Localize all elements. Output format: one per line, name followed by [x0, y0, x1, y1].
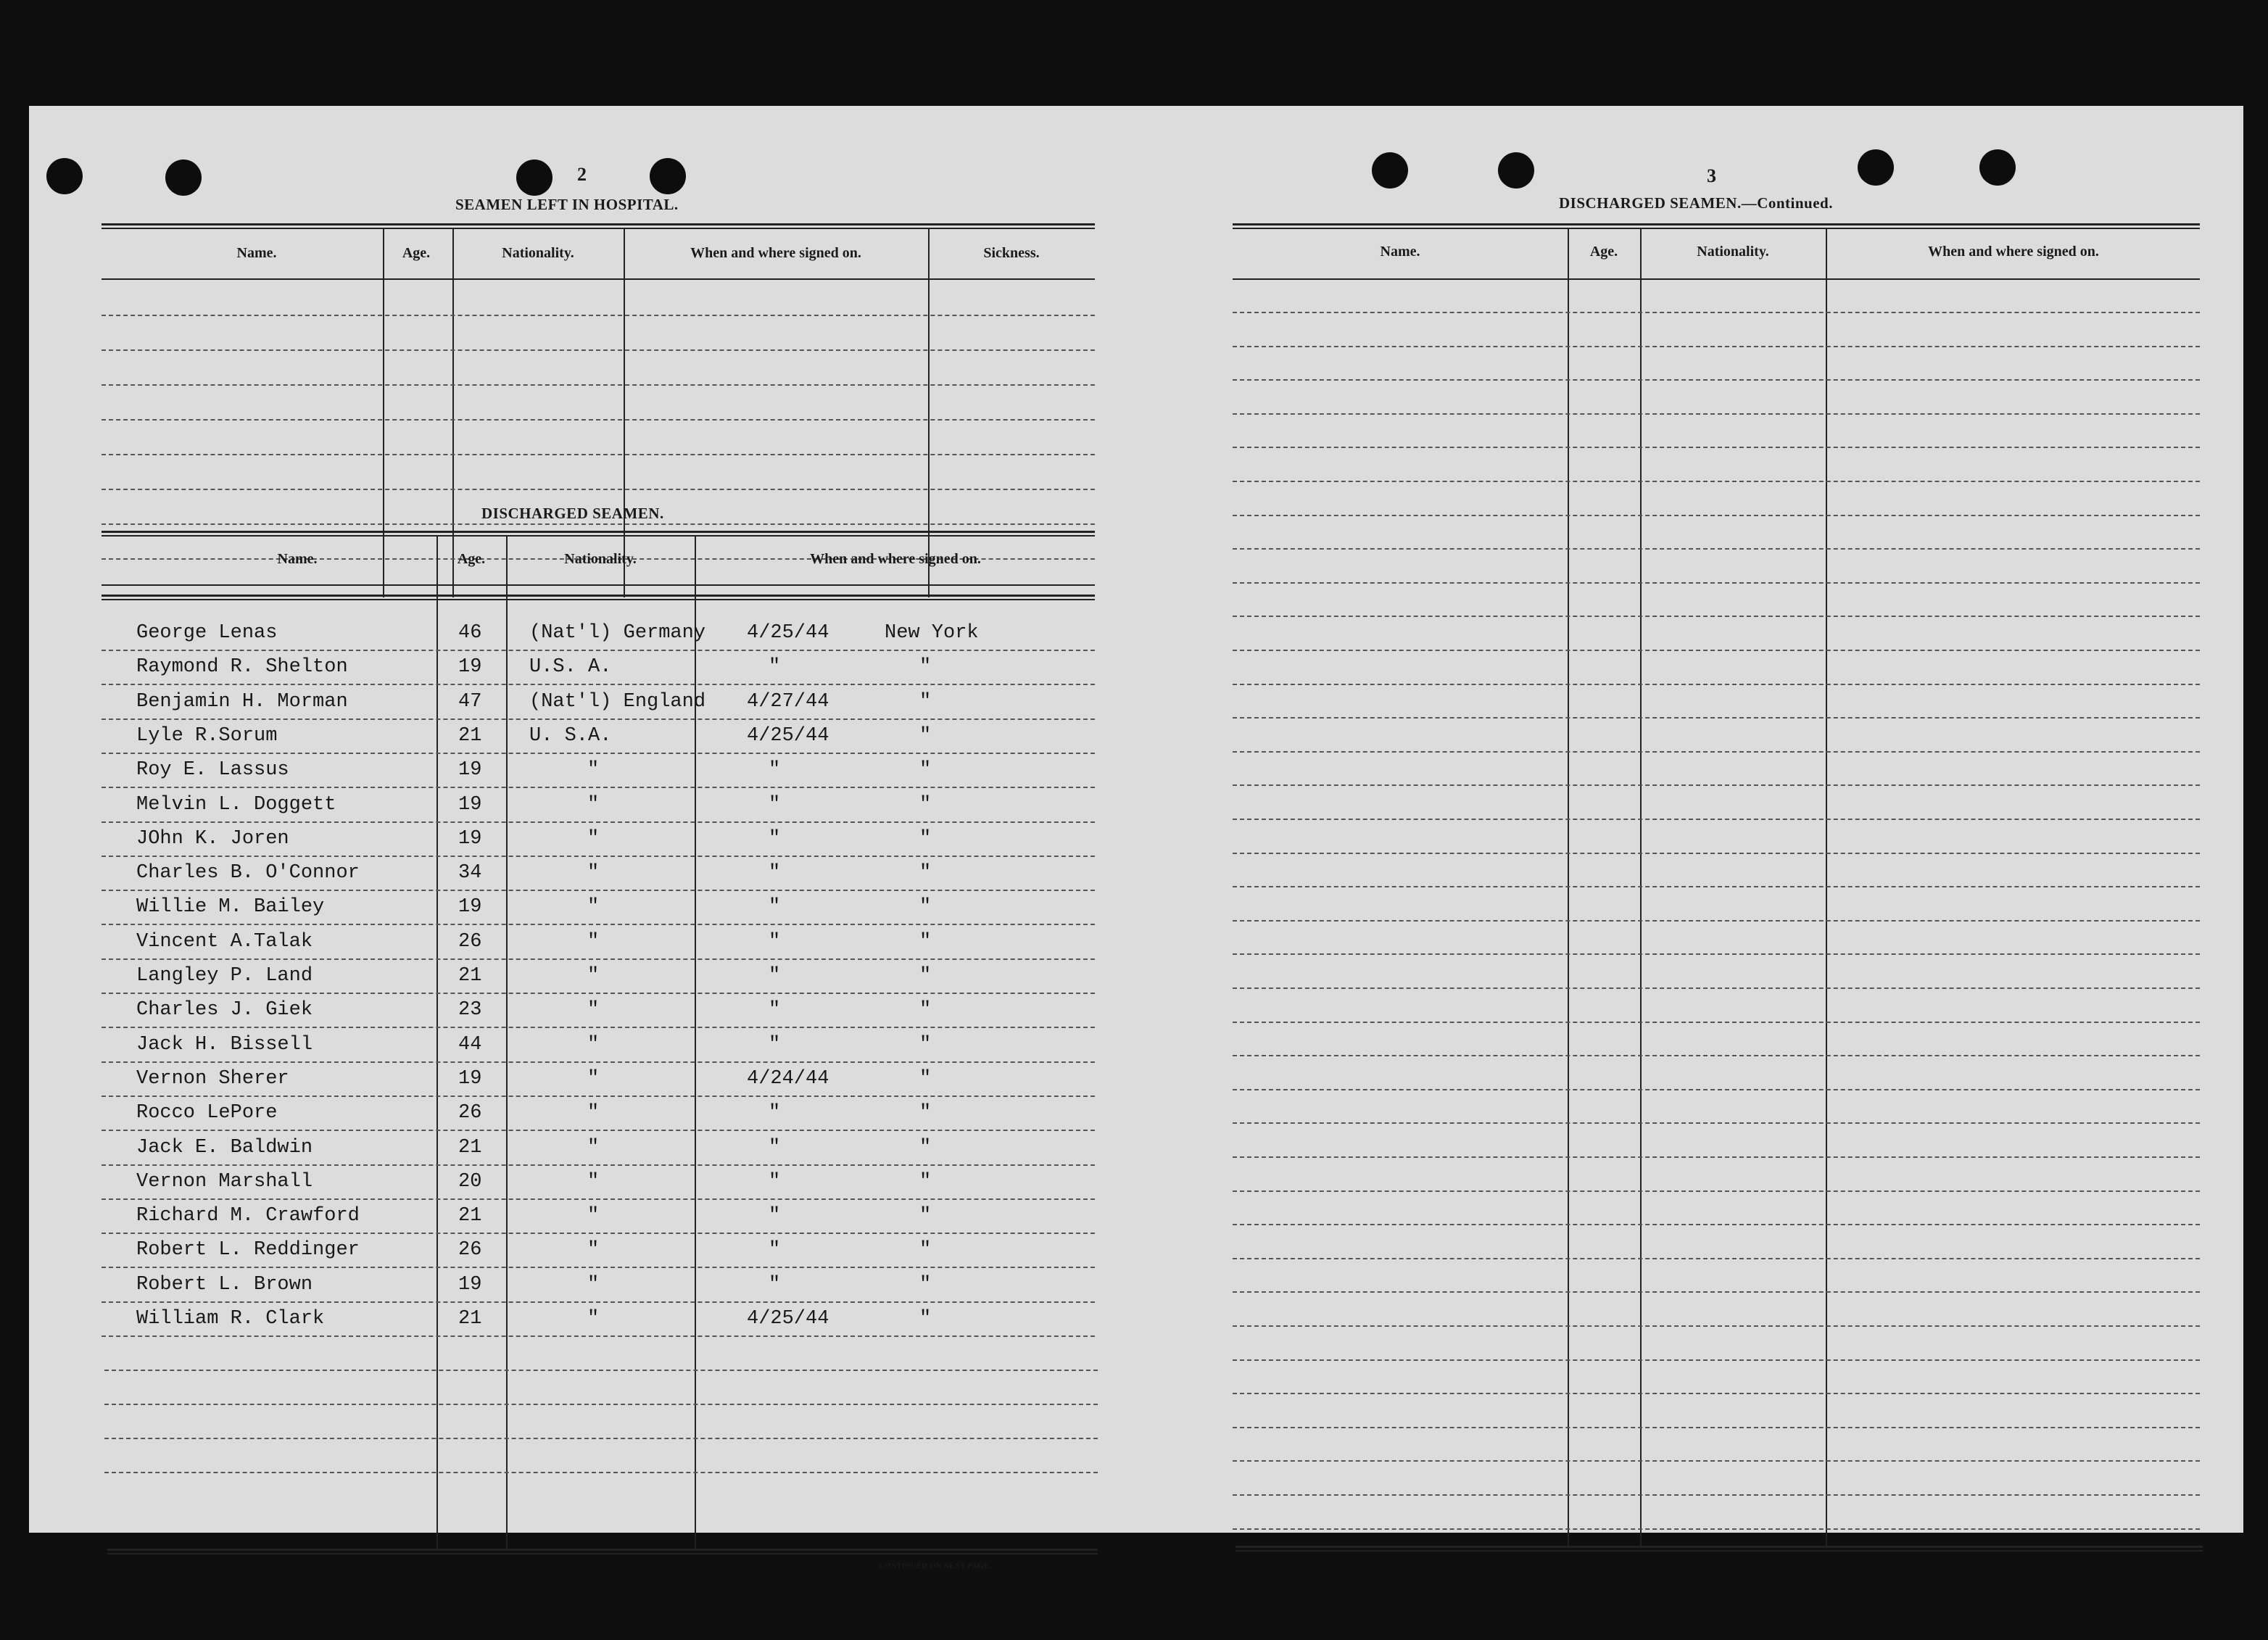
document-sheet — [29, 106, 2243, 1570]
row-rule — [102, 1061, 1095, 1063]
discharged-age-cell: 46 — [458, 622, 482, 644]
row-rule — [1233, 751, 2200, 753]
row-rule — [1233, 953, 2200, 955]
row-rule — [102, 684, 1095, 685]
discharged-place-cell: " — [919, 1205, 932, 1227]
discharged-name-cell: JOhn K. Joren — [136, 827, 289, 850]
discharged-date-cell: " — [769, 1205, 781, 1227]
row-rule — [102, 1198, 1095, 1200]
discharged-nationality-cell: (Nat'l) England — [529, 690, 706, 713]
row-rule — [1233, 1156, 2200, 1158]
row-rule — [102, 1335, 1095, 1337]
row-rule — [1233, 920, 2200, 922]
discharged-place-cell: " — [919, 1170, 932, 1193]
discharged-name-cell: Vernon Marshall — [136, 1170, 313, 1193]
row-rule — [1233, 481, 2200, 482]
discharged-age-cell: 19 — [458, 1067, 482, 1090]
discharged-name-cell: Rocco LePore — [136, 1102, 278, 1125]
right-page — [1146, 106, 2243, 1533]
discharged-nationality-cell: " — [587, 1033, 600, 1056]
discharged-date-cell: 4/25/44 — [747, 622, 829, 644]
row-rule — [1233, 1460, 2200, 1462]
discharged-place-cell: " — [919, 1033, 932, 1056]
discharged-place-cell: " — [919, 656, 932, 679]
punch-hole-icon — [516, 160, 552, 196]
discharged-nationality-cell: " — [587, 827, 600, 850]
discharged-nationality-cell: U. S.A. — [529, 724, 612, 747]
row-rule — [1233, 1325, 2200, 1327]
discharged-date-cell: 4/25/44 — [747, 724, 829, 747]
discharged-nationality-cell: " — [587, 930, 600, 953]
discharged-age-cell: 19 — [458, 827, 482, 850]
continued-col-signed-on: When and where signed on. — [1928, 244, 2099, 260]
row-rule — [1233, 1359, 2200, 1361]
discharged-place-cell: " — [919, 759, 932, 782]
row-rule — [1233, 1122, 2200, 1124]
discharged-place-cell: " — [919, 690, 932, 713]
row-rule — [1233, 1427, 2200, 1428]
discharged-place-cell: " — [919, 1136, 932, 1159]
discharged-nationality-cell: " — [587, 1136, 600, 1159]
discharged-name-cell: Lyle R.Sorum — [136, 724, 278, 747]
discharged-date-cell: " — [769, 965, 781, 987]
discharged-nationality-cell: " — [587, 862, 600, 885]
discharged-nationality-cell: " — [587, 999, 600, 1022]
discharged-nationality-cell: " — [587, 1205, 600, 1227]
row-rule — [102, 787, 1095, 788]
discharged-nationality-cell: " — [587, 1067, 600, 1090]
row-rule — [1233, 819, 2200, 820]
discharged-nationality-cell: " — [587, 1273, 600, 1296]
punch-hole-icon — [46, 158, 83, 194]
discharged-age-cell: 26 — [458, 930, 482, 953]
discharged-place-cell: " — [919, 999, 932, 1022]
row-rule — [1233, 346, 2200, 347]
row-rule — [1233, 616, 2200, 617]
discharged-col-name: Name. — [277, 551, 318, 567]
row-rule — [1233, 582, 2200, 584]
discharged-date-cell: " — [769, 1170, 781, 1193]
discharged-nationality-cell: " — [587, 1239, 600, 1262]
hospital-col-sickness: Sickness. — [983, 245, 1040, 261]
hospital-col-age: Age. — [402, 245, 431, 261]
discharged-place-cell: " — [919, 1067, 932, 1090]
discharged-nationality-cell: " — [587, 965, 600, 987]
discharged-name-cell: Raymond R. Shelton — [136, 656, 348, 679]
row-rule — [102, 1164, 1095, 1166]
discharged-nationality-cell: U.S. A. — [529, 656, 612, 679]
row-rule — [102, 924, 1095, 925]
discharged-name-cell: George Lenas — [136, 622, 278, 644]
discharged-age-cell: 44 — [458, 1033, 482, 1056]
row-rule — [1233, 548, 2200, 550]
row-rule — [1233, 1258, 2200, 1259]
discharged-age-cell: 19 — [458, 1273, 482, 1296]
row-rule — [1233, 515, 2200, 516]
discharged-place-cell: New York — [885, 622, 979, 644]
discharged-age-cell: 20 — [458, 1170, 482, 1193]
discharged-place-cell: " — [919, 724, 932, 747]
hospital-col-name: Name. — [236, 245, 277, 261]
discharged-place-cell: " — [919, 1102, 932, 1125]
discharged-name-cell: Willie M. Bailey — [136, 896, 325, 919]
discharged-place-cell: " — [919, 827, 932, 850]
row-rule — [1233, 1089, 2200, 1090]
discharged-age-cell: 34 — [458, 862, 482, 885]
row-rule — [102, 1096, 1095, 1097]
row-rule — [1233, 987, 2200, 989]
discharged-date-cell: " — [769, 1033, 781, 1056]
discharged-name-cell: Vernon Sherer — [136, 1067, 289, 1090]
row-rule — [104, 1370, 1098, 1371]
discharged-place-cell: " — [919, 1239, 932, 1262]
punch-hole-icon — [1498, 152, 1534, 189]
continued-col-nationality: Nationality. — [1697, 244, 1769, 260]
discharged-date-cell: " — [769, 1136, 781, 1159]
punch-hole-icon — [1979, 149, 2016, 186]
discharged-place-cell: " — [919, 793, 932, 816]
discharged-col-nationality: Nationality. — [564, 551, 637, 567]
discharged-place-cell: " — [919, 930, 932, 953]
discharged-date-cell: " — [769, 827, 781, 850]
page-number: 3 — [1707, 165, 1716, 186]
discharged-date-cell: " — [769, 656, 781, 679]
discharged-age-cell: 21 — [458, 1308, 482, 1330]
row-rule — [1233, 447, 2200, 448]
discharged-nationality-cell: " — [587, 759, 600, 782]
page-number: 2 — [577, 164, 587, 185]
punch-hole-icon — [1858, 149, 1894, 186]
row-rule — [1233, 312, 2200, 313]
row-rule — [102, 993, 1095, 994]
left-page — [29, 106, 1146, 1570]
discharged-date-cell: " — [769, 896, 781, 919]
continued-footnote: CONTINUED ON NEXT PAGE. — [879, 1562, 991, 1570]
row-rule — [104, 1438, 1098, 1439]
discharged-name-cell: Charles J. Giek — [136, 999, 313, 1022]
discharged-place-cell: " — [919, 1308, 932, 1330]
discharged-nationality-cell: " — [587, 1308, 600, 1330]
discharged-name-cell: William R. Clark — [136, 1308, 325, 1330]
hospital-section-title: SEAMEN LEFT IN HOSPITAL. — [455, 196, 679, 213]
discharged-date-cell: " — [769, 930, 781, 953]
row-rule — [1233, 1494, 2200, 1496]
row-rule — [102, 856, 1095, 857]
discharged-age-cell: 26 — [458, 1239, 482, 1262]
discharged-date-cell: 4/24/44 — [747, 1067, 829, 1090]
discharged-name-cell: Langley P. Land — [136, 965, 313, 987]
discharged-name-cell: Robert L. Reddinger — [136, 1239, 360, 1262]
continued-col-age: Age. — [1589, 244, 1618, 260]
discharged-nationality-cell: " — [587, 896, 600, 919]
row-rule — [1233, 413, 2200, 415]
discharged-age-cell: 21 — [458, 965, 482, 987]
row-rule — [104, 1404, 1098, 1405]
discharged-place-cell: " — [919, 862, 932, 885]
discharged-name-cell: Melvin L. Doggett — [136, 793, 336, 816]
row-rule — [1233, 1393, 2200, 1394]
row-rule — [102, 753, 1095, 754]
discharged-name-cell: Jack E. Baldwin — [136, 1136, 313, 1159]
discharged-date-cell: " — [769, 759, 781, 782]
discharged-date-cell: " — [769, 999, 781, 1022]
discharged-place-cell: " — [919, 965, 932, 987]
discharged-date-cell: " — [769, 793, 781, 816]
discharged-date-cell: " — [769, 1102, 781, 1125]
row-rule — [1233, 684, 2200, 685]
row-rule — [1233, 379, 2200, 381]
hospital-col-nationality: Nationality. — [502, 245, 574, 261]
row-rule — [102, 1130, 1095, 1131]
discharged-name-cell: Roy E. Lassus — [136, 759, 289, 782]
discharged-date-cell: 4/27/44 — [747, 690, 829, 713]
continued-section-title: DISCHARGED SEAMEN.—Continued. — [1559, 194, 1833, 212]
punch-hole-icon — [650, 158, 686, 194]
discharged-name-cell: Vincent A.Talak — [136, 930, 313, 953]
discharged-date-cell: 4/25/44 — [747, 1308, 829, 1330]
discharged-age-cell: 47 — [458, 690, 482, 713]
row-rule — [102, 958, 1095, 960]
discharged-nationality-cell: " — [587, 1170, 600, 1193]
row-rule — [102, 1301, 1095, 1303]
discharged-name-cell: Charles B. O'Connor — [136, 862, 360, 885]
row-rule — [1233, 1022, 2200, 1023]
row-rule — [1233, 717, 2200, 718]
punch-hole-icon — [1372, 152, 1408, 189]
discharged-name-cell: Jack H. Bissell — [136, 1033, 313, 1056]
row-rule — [102, 1233, 1095, 1234]
row-rule — [1233, 1224, 2200, 1225]
discharged-age-cell: 19 — [458, 759, 482, 782]
discharged-age-cell: 23 — [458, 999, 482, 1022]
discharged-col-age: Age. — [457, 551, 486, 567]
discharged-section-title: DISCHARGED SEAMEN. — [481, 505, 664, 522]
row-rule — [1233, 1055, 2200, 1056]
discharged-age-cell: 21 — [458, 1205, 482, 1227]
discharged-age-cell: 21 — [458, 1136, 482, 1159]
hospital-col-signed-on: When and where signed on. — [690, 245, 861, 261]
row-rule — [1233, 784, 2200, 786]
row-rule — [1233, 886, 2200, 887]
discharged-nationality-cell: (Nat'l) Germany — [529, 622, 706, 644]
row-rule — [102, 1267, 1095, 1268]
row-rule — [1233, 853, 2200, 854]
row-rule — [1233, 1528, 2200, 1530]
discharged-name-cell: Robert L. Brown — [136, 1273, 313, 1296]
discharged-col-signed-on: When and where signed on. — [810, 551, 981, 567]
punch-hole-icon — [165, 160, 202, 196]
discharged-age-cell: 26 — [458, 1102, 482, 1125]
row-rule — [102, 650, 1095, 651]
discharged-place-cell: " — [919, 1273, 932, 1296]
discharged-date-cell: " — [769, 1239, 781, 1262]
row-rule — [102, 821, 1095, 823]
discharged-age-cell: 19 — [458, 793, 482, 816]
discharged-nationality-cell: " — [587, 1102, 600, 1125]
discharged-date-cell: " — [769, 862, 781, 885]
row-rule — [102, 1027, 1095, 1028]
row-rule — [1233, 1190, 2200, 1192]
continued-col-name: Name. — [1380, 244, 1420, 260]
row-rule — [102, 718, 1095, 720]
discharged-date-cell: " — [769, 1273, 781, 1296]
row-rule — [1233, 1291, 2200, 1293]
discharged-place-cell: " — [919, 896, 932, 919]
discharged-name-cell: Richard M. Crawford — [136, 1205, 360, 1227]
discharged-age-cell: 21 — [458, 724, 482, 747]
row-rule — [104, 1472, 1098, 1473]
discharged-nationality-cell: " — [587, 793, 600, 816]
discharged-age-cell: 19 — [458, 896, 482, 919]
row-rule — [102, 890, 1095, 891]
row-rule — [1233, 650, 2200, 651]
discharged-age-cell: 19 — [458, 656, 482, 679]
discharged-name-cell: Benjamin H. Morman — [136, 690, 348, 713]
